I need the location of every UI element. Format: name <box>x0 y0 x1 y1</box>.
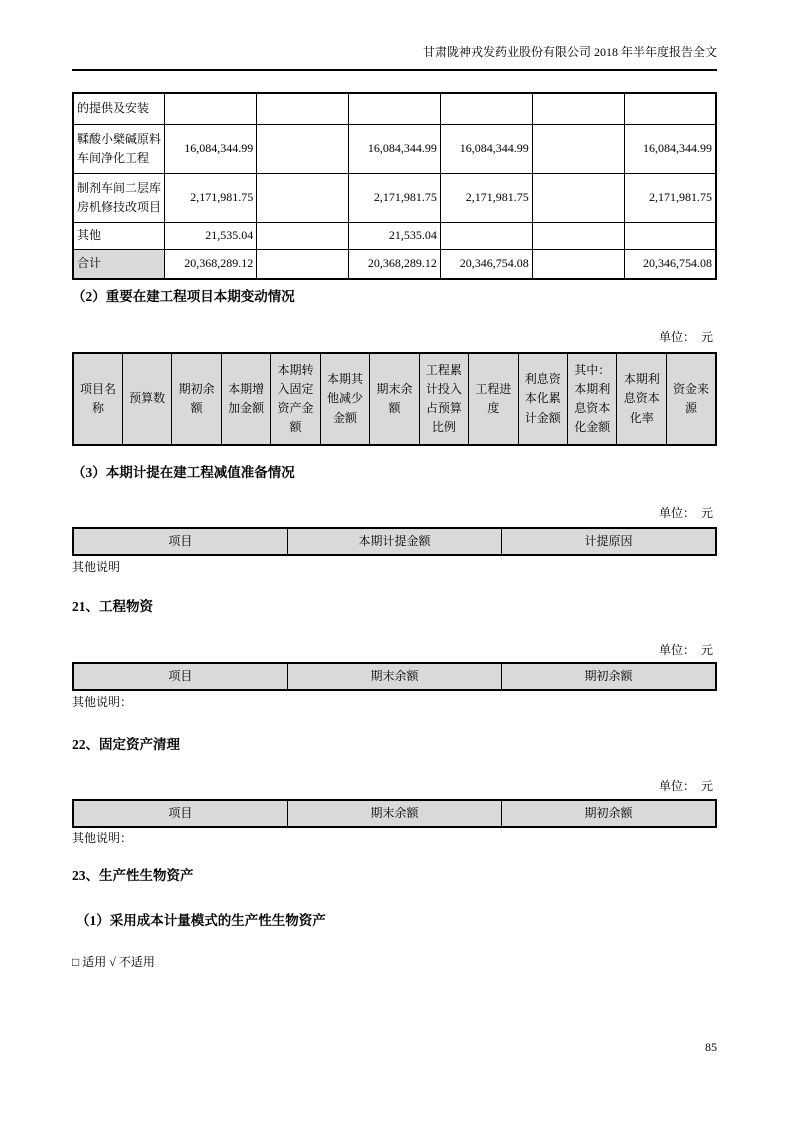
column-header: 项目 <box>73 528 287 555</box>
column-header: 本期利息资本化率 <box>617 353 666 445</box>
table-cell <box>257 93 349 125</box>
column-header: 计提原因 <box>502 528 716 555</box>
other-note: 其他说明： <box>72 831 133 845</box>
table-cell: 2,171,981.75 <box>624 174 716 223</box>
table-row <box>73 223 716 250</box>
table-cell: 合计 <box>73 250 165 280</box>
table-cell <box>257 174 349 223</box>
table-cell: 20,368,289.12 <box>349 250 441 280</box>
table-row <box>73 93 716 125</box>
table-cell: 鞣酸小檗碱原料车间净化工程 <box>73 125 165 174</box>
table-cell <box>532 250 624 280</box>
table-cell <box>349 93 441 125</box>
column-header: 其中：本期利息资本化金额 <box>568 353 617 445</box>
column-header: 本期转入固定资产金额 <box>271 353 320 445</box>
column-header: 本期其他减少金额 <box>320 353 369 445</box>
table-cell <box>624 223 716 250</box>
column-header: 资金来源 <box>666 353 716 445</box>
table-cell <box>257 223 349 250</box>
unit-label: 单位： 元 <box>658 330 713 344</box>
table-cell: 16,084,344.99 <box>165 125 257 174</box>
column-header: 期初余额 <box>502 663 716 690</box>
column-header: 期末余额 <box>287 800 501 827</box>
table-cell <box>440 93 532 125</box>
table-cell: 2,171,981.75 <box>349 174 441 223</box>
column-header: 项目名称 <box>73 353 122 445</box>
column-header: 项目 <box>73 663 287 690</box>
table-cell <box>532 93 624 125</box>
unit-label: 单位： 元 <box>658 779 713 793</box>
table-cell: 16,084,344.99 <box>349 125 441 174</box>
other-note: 其他说明： <box>72 695 133 709</box>
column-header: 本期增加金额 <box>221 353 270 445</box>
page-number: 85 <box>705 1040 717 1054</box>
table-cell: 16,084,344.99 <box>440 125 532 174</box>
engineering-materials-table <box>72 662 717 691</box>
unit-label: 单位： 元 <box>658 506 713 520</box>
construction-in-progress-table <box>72 92 717 280</box>
table-cell: 的提供及安装 <box>73 93 165 125</box>
header-row <box>73 800 716 827</box>
impairment-provision-table <box>72 527 717 556</box>
table-cell <box>532 223 624 250</box>
column-header: 利息资本化累计金额 <box>518 353 567 445</box>
table-cell: 20,346,754.08 <box>440 250 532 280</box>
column-header: 期初余额 <box>502 800 716 827</box>
column-header: 项目 <box>73 800 287 827</box>
header-row <box>73 528 716 555</box>
column-header: 期初余额 <box>172 353 221 445</box>
table-cell <box>257 125 349 174</box>
table-cell <box>624 93 716 125</box>
column-header: 预算数 <box>122 353 171 445</box>
major-projects-change-table <box>72 352 717 446</box>
table-row <box>73 125 716 174</box>
section-21-heading: 21、工程物资 <box>72 599 153 614</box>
column-header: 期末余额 <box>370 353 419 445</box>
other-note: 其他说明 <box>72 560 121 574</box>
table-cell: 20,368,289.12 <box>165 250 257 280</box>
total-row <box>73 250 716 280</box>
table-cell <box>532 125 624 174</box>
unit-label: 单位： 元 <box>658 643 713 657</box>
table-cell: 20,346,754.08 <box>624 250 716 280</box>
column-header: 本期计提金额 <box>287 528 501 555</box>
table-cell: 2,171,981.75 <box>165 174 257 223</box>
column-header: 期末余额 <box>287 663 501 690</box>
table-cell: 2,171,981.75 <box>440 174 532 223</box>
column-header: 工程进度 <box>469 353 518 445</box>
table-row <box>73 174 716 223</box>
table-cell <box>532 174 624 223</box>
header-row <box>73 353 716 445</box>
column-header: 工程累计投入占预算比例 <box>419 353 468 445</box>
section-3-heading: （3）本期计提在建工程减值准备情况 <box>72 465 295 480</box>
section-23-heading: 23、生产性生物资产 <box>72 868 194 883</box>
table-cell: 16,084,344.99 <box>624 125 716 174</box>
table-cell <box>165 93 257 125</box>
table-cell <box>440 223 532 250</box>
section-2-heading: （2）重要在建工程项目本期变动情况 <box>72 289 295 304</box>
applicability-line: □ 适用 √ 不适用 <box>72 955 155 969</box>
header-row <box>73 663 716 690</box>
table-cell: 制剂车间二层库房机修技改项目 <box>73 174 165 223</box>
section-22-heading: 22、固定资产清理 <box>72 737 180 752</box>
page-header-title: 甘肃陇神戎发药业股份有限公司 2018 年半年度报告全文 <box>72 44 717 71</box>
table-cell: 其他 <box>73 223 165 250</box>
table-cell: 21,535.04 <box>165 223 257 250</box>
fixed-assets-disposal-table <box>72 799 717 828</box>
table-cell <box>257 250 349 280</box>
table-cell: 21,535.04 <box>349 223 441 250</box>
section-23-1-heading: （1）采用成本计量模式的生产性生物资产 <box>76 913 326 928</box>
